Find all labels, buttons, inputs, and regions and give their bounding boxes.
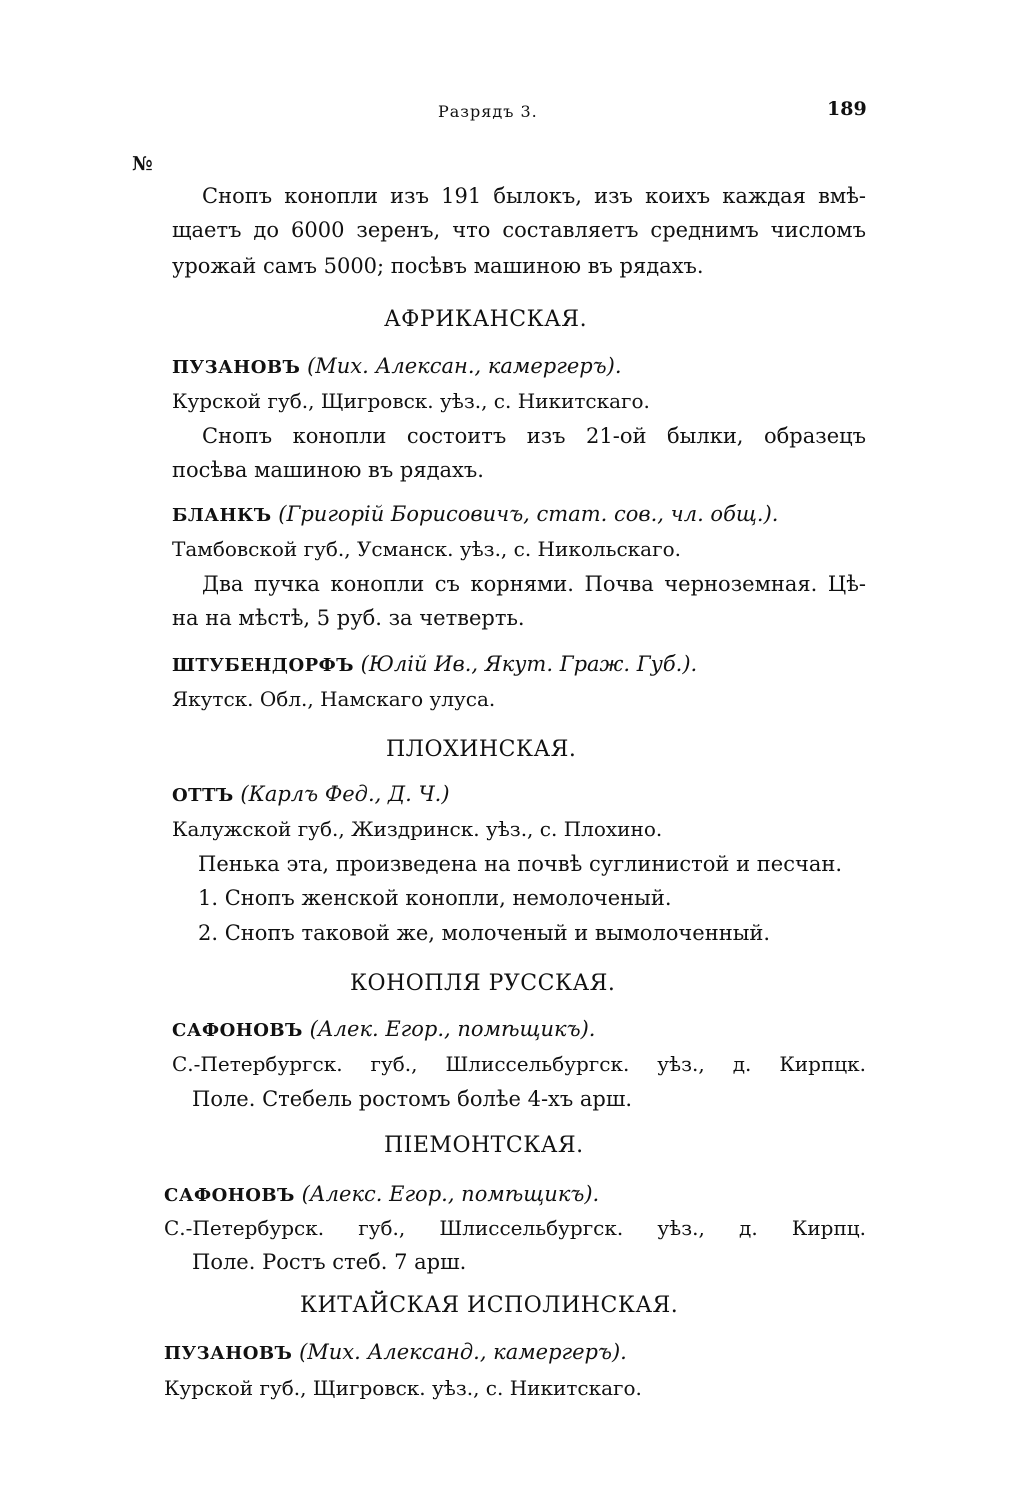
- exhibitor-place: Курской губ., Щигровск. уѣз., с. Никитскаго.: [172, 389, 650, 413]
- exhibitor-name: САФОНОВЪ: [172, 1020, 303, 1041]
- exhibitor-entry: [172, 1015, 595, 1045]
- exhibitor-place: Якутск. Обл., Намскаго улуса.: [172, 687, 496, 711]
- exhibit-description: 2. Снопъ таковой же, молоченый и вымолоченный.: [198, 921, 771, 945]
- exhibitor-details: (Мих. Алексан., камергеръ).: [307, 354, 622, 378]
- exhibit-description: Поле. Ростъ стеб. 7 арш.: [192, 1250, 467, 1274]
- exhibit-description: на на мѣстѣ, 5 руб. за четверть.: [172, 606, 525, 630]
- exhibitor-name: САФОНОВЪ: [164, 1185, 295, 1206]
- exhibitor-entry: [172, 500, 778, 530]
- exhibitor-place: Курской губ., Щигровск. уѣз., с. Никитскаго.: [164, 1376, 642, 1400]
- exhibitor-entry: [172, 352, 622, 382]
- exhibitor-place: Калужской губ., Жиздринск. уѣз., с. Плохино.: [172, 817, 663, 841]
- exhibitor-name: ОТТЪ: [172, 785, 234, 806]
- exhibit-description: Поле. Стебель ростомъ болѣе 4-хъ арш.: [192, 1087, 633, 1111]
- intro-line-2: щаетъ до 6000 зеренъ, что составляетъ среднимъ числомъ: [172, 218, 866, 242]
- intro-line-1: Снопъ конопли изъ 191 былокъ, изъ коихъ каждая вмѣ-: [202, 184, 866, 208]
- running-head: Разрядъ 3.: [438, 102, 538, 121]
- exhibitor-details: (Алекс. Егор., помѣщикъ).: [301, 1182, 600, 1206]
- intro-line-3: урожай самъ 5000; посѣвъ машиною въ рядахъ.: [172, 254, 704, 278]
- exhibitor-name: ПУЗАНОВЪ: [172, 357, 301, 378]
- exhibit-description: 1. Снопъ женской конопли, немолоченый.: [198, 886, 672, 910]
- exhibitor-place: Тамбовской губ., Усманск. уѣз., с. Никольскаго.: [172, 537, 681, 561]
- exhibitor-entry: [164, 1180, 599, 1210]
- number-sign: №: [132, 153, 153, 175]
- section-heading: ПЛОХИНСКАЯ.: [386, 737, 577, 762]
- exhibitor-details: (Григорій Борисовичъ, стат. сов., чл. общ.).: [278, 502, 779, 526]
- exhibitor-place: С.-Петербурск. губ., Шлиссельбургск. уѣз., д. Кирпц.: [164, 1216, 866, 1240]
- exhibitor-details: (Алек. Егор., помѣщикъ).: [309, 1017, 596, 1041]
- exhibit-description: посѣва машиною въ рядахъ.: [172, 458, 484, 482]
- exhibit-description: Два пучка конопли съ корнями. Почва черноземная. Цѣ-: [202, 572, 866, 596]
- exhibit-description: Пенька эта, произведена на почвѣ суглинистой и песчан.: [198, 852, 843, 876]
- exhibitor-name: БЛАНКЪ: [172, 505, 272, 526]
- exhibitor-entry: [172, 780, 450, 810]
- exhibitor-entry: [164, 1338, 627, 1368]
- section-heading: ПІЕМОНТСКАЯ.: [384, 1133, 584, 1158]
- exhibitor-name: ШТУБЕНДОРФЪ: [172, 655, 354, 676]
- section-heading: АФРИКАНСКАЯ.: [384, 307, 588, 332]
- exhibitor-place: С.-Петербургск. губ., Шлиссельбургск. уѣз., д. Кирпцк.: [172, 1052, 866, 1076]
- exhibitor-details: (Карлъ Фед., Д. Ч.): [240, 782, 450, 806]
- exhibitor-details: (Юлій Ив., Якут. Граж. Губ.).: [360, 652, 698, 676]
- section-heading: КОНОПЛЯ РУССКАЯ.: [350, 971, 616, 996]
- exhibit-description: Снопъ конопли состоитъ изъ 21-ой былки, образецъ: [202, 424, 866, 448]
- exhibitor-details: (Мих. Александ., камергеръ).: [299, 1340, 627, 1364]
- page-number: 189: [827, 98, 867, 120]
- section-heading: КИТАЙСКАЯ ИСПОЛИНСКАЯ.: [300, 1293, 679, 1318]
- exhibitor-entry: [172, 650, 697, 680]
- exhibitor-name: ПУЗАНОВЪ: [164, 1343, 293, 1364]
